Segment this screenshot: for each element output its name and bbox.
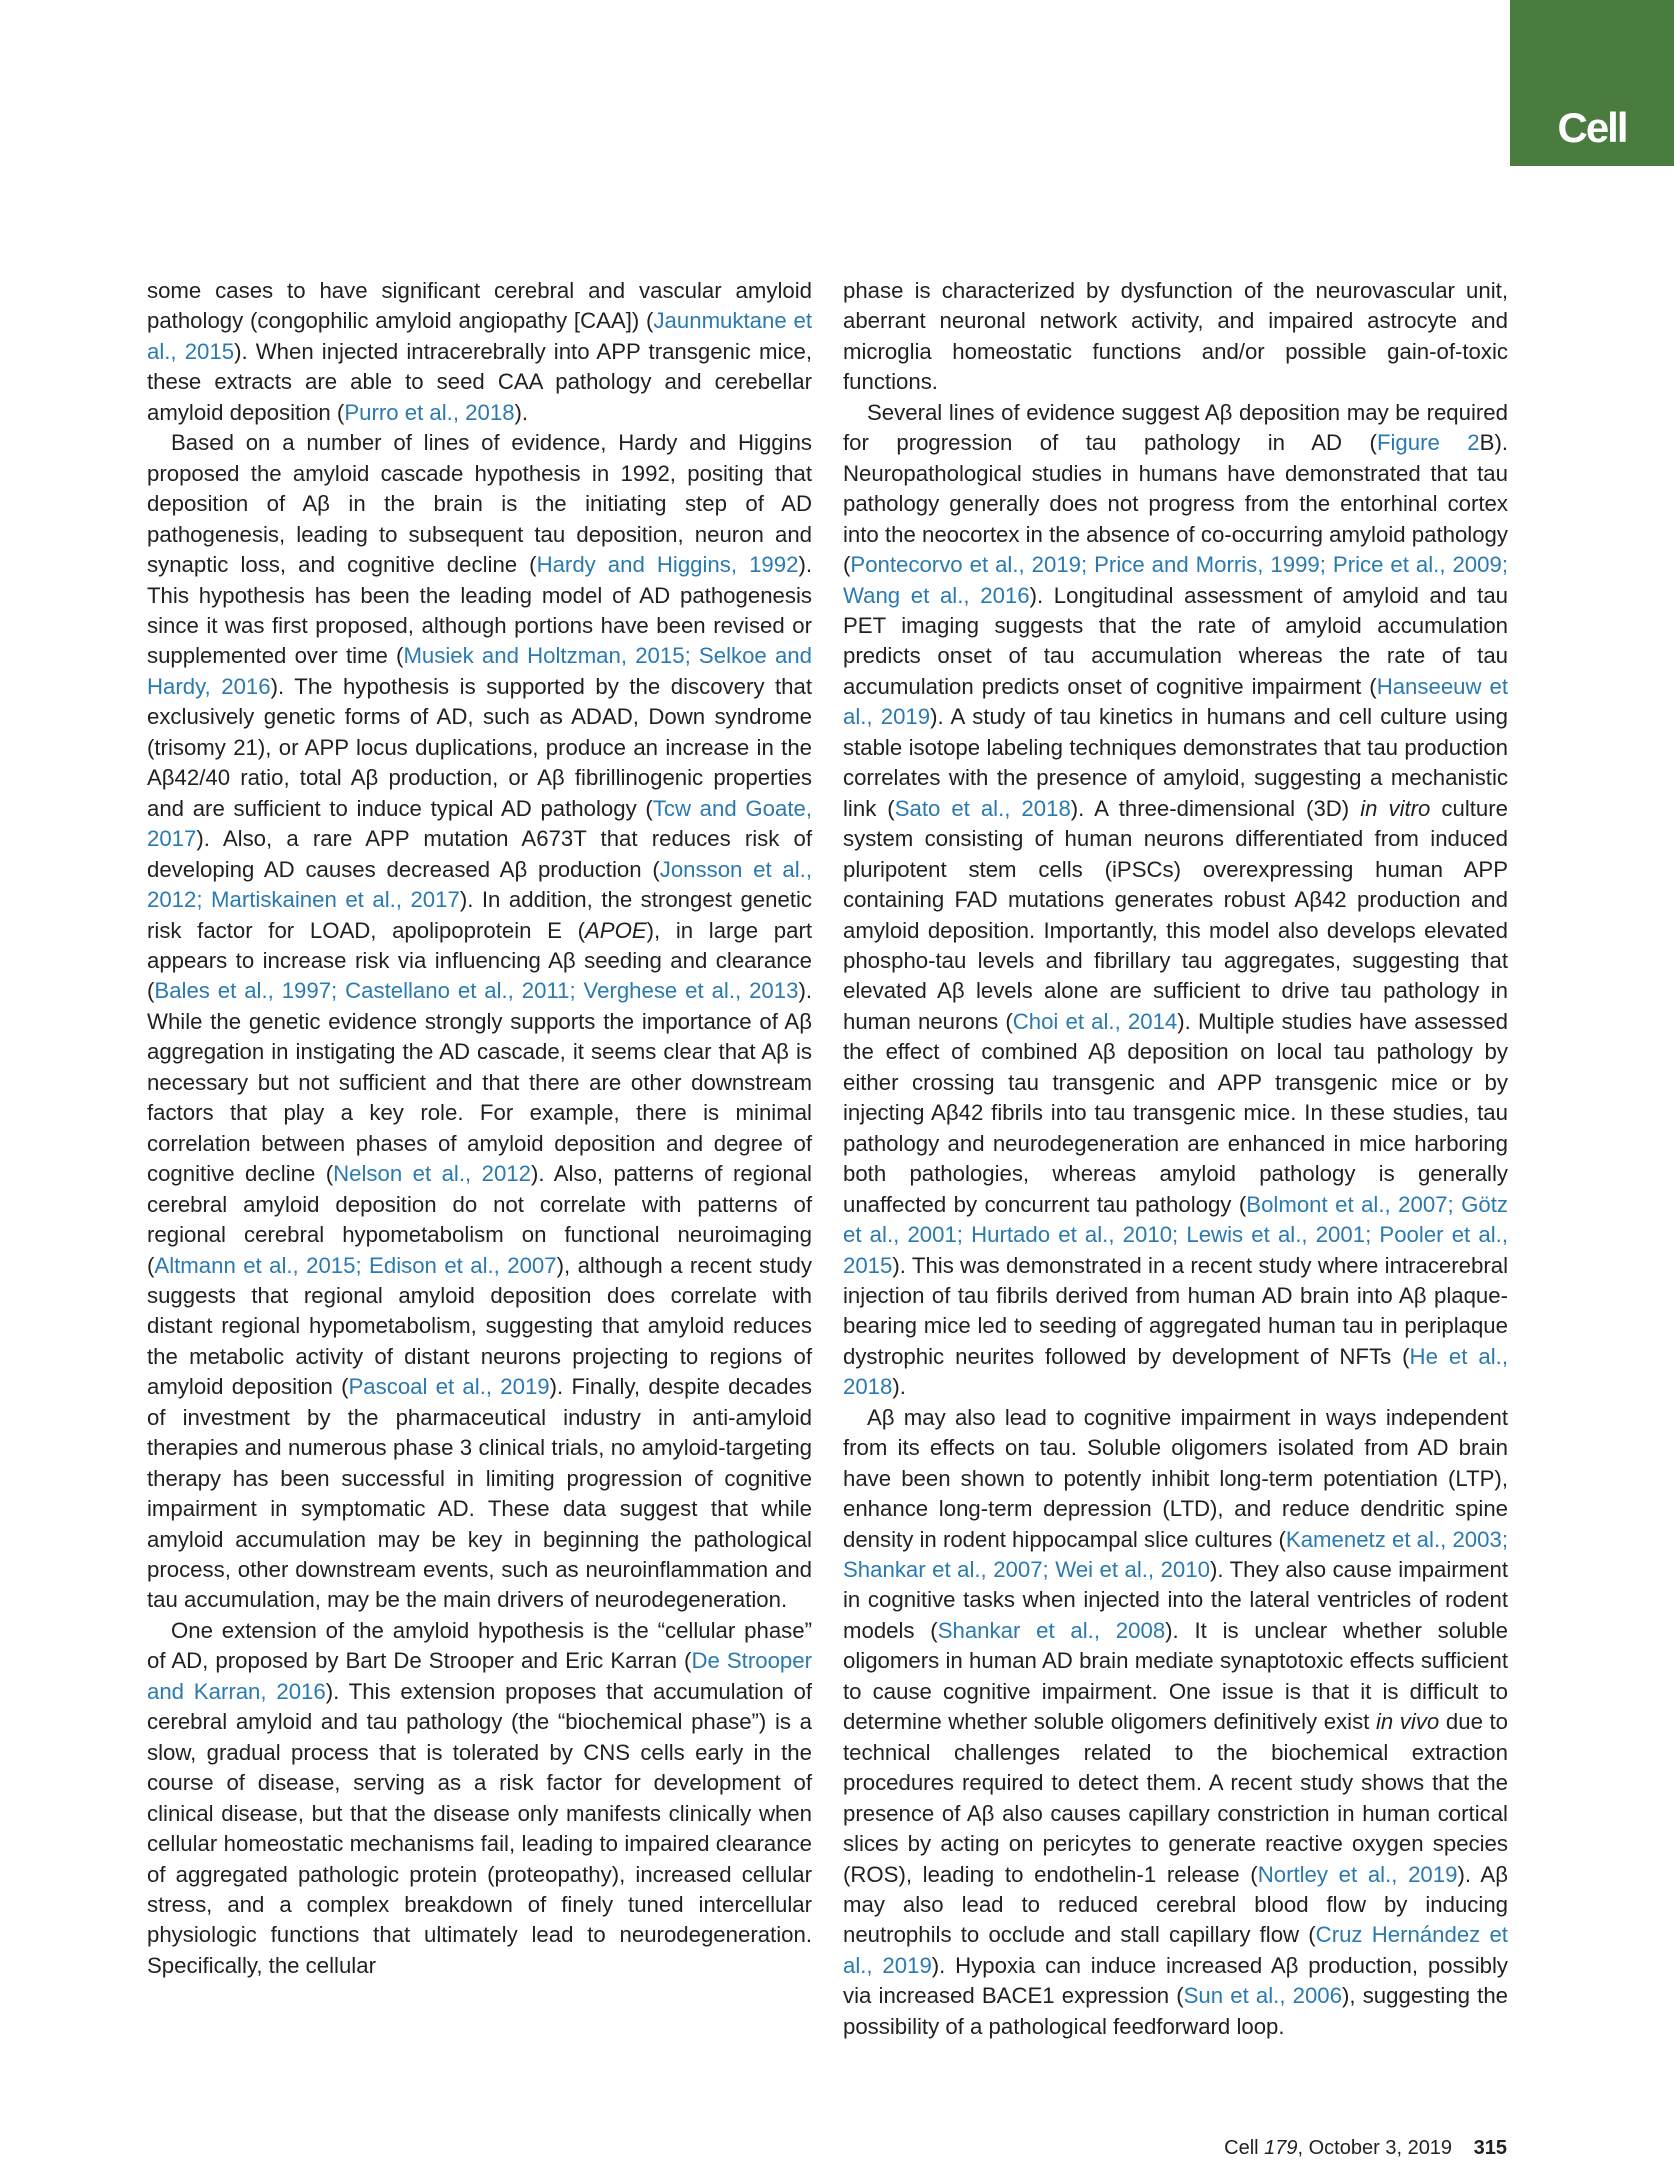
citation-link[interactable]: He et al., 2018 bbox=[843, 1343, 1508, 1400]
text-run: ). A three-dimensional (3D) bbox=[1070, 795, 1361, 821]
citation-link[interactable]: Hanseeuw et al., 2019 bbox=[843, 673, 1508, 730]
text-run: ). Longitudinal assessment of amyloid and tau PET imaging suggests that the rate of amyloid accumulation predicts onset of tau accumulation whereas the rate of tau accumulation predicts onset of cognitive impairment ( bbox=[843, 582, 1508, 699]
text-run: ), although a recent study suggests that regional amyloid deposition does correlate with distant regional hypometabolism, suggesting that amyloid reduces the metabolic activity of distant neurons projecting to regions of amyloid deposition ( bbox=[147, 1252, 812, 1400]
text-run: ). Hypoxia can induce increased Aβ production, possibly via increased BACE1 expression ( bbox=[843, 1952, 1508, 2009]
italic-term: in vivo bbox=[1375, 1709, 1440, 1735]
citation-link[interactable]: Bolmont et al., 2007; Götz et al., 2001; Hurtado et al., 2010; Lewis et al., 2001; Pooler et al., 2015 bbox=[843, 1191, 1508, 1278]
footer-journal: Cell bbox=[1224, 2137, 1259, 2159]
citation-link[interactable]: Kamenetz et al., 2003; Shankar et al., 2007; Wei et al., 2010 bbox=[843, 1526, 1508, 1583]
citation-link[interactable]: Pontecorvo et al., 2019; Price and Morris, 1999; Price et al., 2009; Wang et al., 2016 bbox=[843, 552, 1508, 608]
text-run: ). Also, a rare APP mutation A673T that reduces risk of developing AD causes decreased Aβ production ( bbox=[147, 826, 812, 882]
footer-volume: 179 bbox=[1264, 2137, 1298, 2159]
citation-link[interactable]: Tcw and Goate, 2017 bbox=[147, 795, 813, 852]
text-run: ). The hypothesis is supported by the discovery that exclusively genetic forms of AD, such as ADAD, Down syndrome (trisomy 21), or APP locus duplications, produce an increase in the Aβ42/40 ratio, total Aβ production, or Aβ fibrillinogenic properties and are sufficient to induce typical AD pathology ( bbox=[147, 673, 812, 821]
citation-link[interactable]: Bales et al., 1997; Castellano et al., 2011; Verghese et al., 2013 bbox=[154, 978, 799, 1004]
page-number: 315 bbox=[1473, 2137, 1507, 2159]
text-run: ). Finally, despite decades of investment by the pharmaceutical industry in anti-amyloid therapies and numerous phase 3 clinical trials, no amyloid-targeting therapy has been successful in limiting progression of cognitive impairment in symptomatic AD. These data suggest that while amyloid accumulation may be key in beginning the pathological process, other downstream events, such as neuroinflammation and tau accumulation, may be the main drivers of neurodegeneration. bbox=[147, 1374, 813, 1613]
text-run: ). Aβ may also lead to reduced cerebral blood flow by inducing neutrophils to occlude and stall capillary flow ( bbox=[843, 1861, 1508, 1948]
journal-logo: Cell bbox=[1557, 104, 1627, 151]
text-run: ). This extension proposes that accumulation of cerebral amyloid and tau pathology (the “biochemical phase”) is a slow, gradual process that is tolerated by CNS cells early in the course of disease, serving as a risk factor for development of clinical disease, but that the disease only manifests clinically when cellular homeostatic mechanisms fail, leading to impaired clearance of aggregated pathologic protein (proteopathy), increased cellular stress, and a complex breakdown of finely tuned intercellular physiologic functions that ultimately lead to neurodegeneration. Specifically, the cellular bbox=[147, 1678, 812, 1978]
text-run: One extension of the amyloid hypothesis is the “cellular phase” of AD, proposed by Bart De Strooper and Eric Karran ( bbox=[147, 1617, 812, 1674]
text-run: ). This was demonstrated in a recent study where intracerebral injection of tau fibrils derived from human AD brain into Aβ plaque-bearing mice led to seeding of aggregated human tau in periplaque dystrophic neurites followed by development of NFTs ( bbox=[843, 1252, 1508, 1369]
text-run: ). When injected intracerebrally into APP transgenic mice, these extracts are able to seed CAA pathology and cerebellar amyloid deposition ( bbox=[147, 338, 813, 425]
paragraph bbox=[843, 1403, 1508, 2043]
right-column bbox=[843, 276, 1508, 2042]
citation-link[interactable]: Musiek and Holtzman, 2015; Selkoe and Hardy, 2016 bbox=[147, 643, 812, 699]
text-run: ). It is unclear whether soluble oligomers in human AD brain mediate synaptotoxic effects sufficient to cause cognitive impairment. One issue is that it is difficult to determine whether soluble oligomers definitively exist bbox=[843, 1617, 1508, 1735]
text-run: ). In addition, the strongest genetic risk factor for LOAD, apolipoprotein E ( bbox=[147, 887, 812, 943]
citation-link[interactable]: Jonsson et al., 2012; Martiskainen et al., 2017 bbox=[147, 856, 812, 913]
paragraph bbox=[147, 1616, 812, 1981]
text-run: ). This hypothesis has been the leading model of AD pathogenesis since it was first proposed, although portions have been revised or supplemented over time ( bbox=[147, 552, 812, 669]
left-column bbox=[147, 276, 812, 1981]
text-run: due to technical challenges related to the biochemical extraction procedures required to detect them. A recent study shows that the presence of Aβ also causes capillary constriction in human cortical slices by acting on pericytes to generate reactive oxygen species (ROS), leading to endothelin-1 release ( bbox=[843, 1709, 1509, 1887]
text-run: ). While the genetic evidence strongly supports the importance of Aβ aggregation in instigating the AD cascade, it seems clear that Aβ is necessary but not sufficient and that there are other downstream factors that play a key role. For example, there is minimal correlation between phases of amyloid deposition and degree of cognitive decline ( bbox=[147, 978, 812, 1187]
journal-logo-block bbox=[1510, 0, 1674, 166]
citation-link[interactable]: Choi et al., 2014 bbox=[1012, 1008, 1178, 1034]
paragraph bbox=[147, 276, 812, 428]
paragraph bbox=[843, 398, 1508, 1403]
citation-link[interactable]: Nortley et al., 2019 bbox=[1257, 1861, 1458, 1887]
text-run: B). Neuropathological studies in humans have demonstrated that tau pathology generally does not progress from the entorhinal cortex into the neocortex in the absence of co-occurring amyloid pathology ( bbox=[843, 430, 1508, 578]
citation-link[interactable]: Nelson et al., 2012 bbox=[333, 1161, 531, 1187]
text-run: Several lines of evidence suggest Aβ deposition may be required for progression of tau pathology in AD ( bbox=[843, 399, 1508, 456]
text-run: ). Multiple studies have assessed the effect of combined Aβ deposition on local tau pathology by either crossing tau transgenic and APP transgenic mice or by injecting Aβ42 fibrils into tau transgenic mice. In these studies, tau pathology and neurodegeneration are enhanced in mice harboring both pathologies, whereas amyloid pathology is generally unaffected by concurrent tau pathology ( bbox=[843, 1008, 1509, 1217]
text-run: Aβ may also lead to cognitive impairment in ways independent from its effects on tau. Soluble oligomers isolated from AD brain have been shown to potently inhibit long-term potentiation (LTP), enhance long-term depression (LTD), and reduce dendritic spine density in rodent hippocampal slice cultures ( bbox=[843, 1404, 1508, 1552]
text-run: ). bbox=[892, 1374, 906, 1400]
citation-link[interactable]: Hardy and Higgins, 1992 bbox=[536, 552, 799, 578]
paragraph bbox=[843, 276, 1508, 398]
text-run: some cases to have significant cerebral and vascular amyloid pathology (congophilic amyloid angiopathy [CAA]) ( bbox=[147, 278, 812, 334]
citation-link[interactable]: Altmann et al., 2015; Edison et al., 2007 bbox=[154, 1252, 557, 1278]
footer-date: , October 3, 2019 bbox=[1297, 2137, 1453, 2159]
paragraph bbox=[147, 428, 812, 1616]
citation-link[interactable]: Figure 2 bbox=[1376, 430, 1480, 456]
italic-term: APOE bbox=[584, 917, 647, 943]
citation-link[interactable]: Purro et al., 2018 bbox=[344, 399, 515, 425]
citation-link[interactable]: Shankar et al., 2008 bbox=[937, 1617, 1166, 1643]
citation-link[interactable]: Cruz Hernández et al., 2019 bbox=[843, 1922, 1508, 1978]
citation-link[interactable]: Sun et al., 2006 bbox=[1183, 1983, 1342, 2009]
citation-link[interactable]: Jaunmuktane et al., 2015 bbox=[147, 308, 812, 364]
page-footer bbox=[1224, 2136, 1507, 2160]
citation-link[interactable]: De Strooper and Karran, 2016 bbox=[147, 1648, 812, 1704]
text-run: ), in large part appears to increase risk via influencing Aβ seeding and clearance ( bbox=[147, 917, 812, 1004]
text-run: phase is characterized by dysfunction of the neurovascular unit, aberrant neuronal network activity, and impaired astrocyte and microglia homeostatic functions and/or possible gain-of-toxic functions. bbox=[843, 278, 1508, 395]
citation-link[interactable]: Pascoal et al., 2019 bbox=[348, 1374, 550, 1400]
text-run: ). Also, patterns of regional cerebral amyloid deposition do not correlate with patterns of regional cerebral hypometabolism on functional neuroimaging ( bbox=[147, 1161, 812, 1278]
text-run: ). bbox=[514, 399, 529, 425]
italic-term: in vitro bbox=[1360, 795, 1431, 821]
text-run: ). They also cause impairment in cognitive tasks when injected into the lateral ventricles of rodent models ( bbox=[843, 1557, 1509, 1643]
text-run: culture system consisting of human neurons differentiated from induced pluripotent stem cells (iPSCs) overexpressing human APP containing FAD mutations generates robust Aβ42 production and amyloid deposition. Importantly, this model also develops elevated phospho-tau levels and fibrillary tau aggregates, suggesting that elevated Aβ levels alone are sufficient to drive tau pathology in human neurons ( bbox=[843, 795, 1508, 1034]
text-run: ). A study of tau kinetics in humans and cell culture using stable isotope labeling techniques demonstrates that tau production correlates with the presence of amyloid, suggesting a mechanistic link ( bbox=[843, 704, 1508, 821]
citation-link[interactable]: Sato et al., 2018 bbox=[894, 795, 1071, 821]
text-run: ), suggesting the possibility of a pathological feedforward loop. bbox=[843, 1983, 1509, 2039]
text-run: Based on a number of lines of evidence, Hardy and Higgins proposed the amyloid cascade hypothesis in 1992, positing that deposition of Aβ in the brain is the initiating step of AD pathogenesis, leading to subsequent tau deposition, neuron and synaptic loss, and cognitive decline ( bbox=[147, 430, 812, 578]
